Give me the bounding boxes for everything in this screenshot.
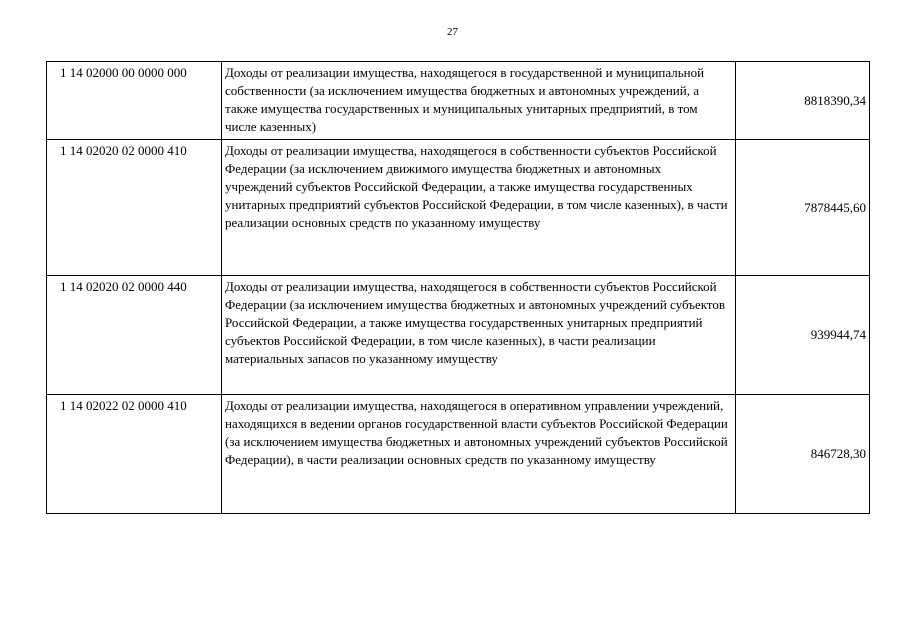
- budget-revenue-table: [46, 61, 870, 514]
- table-row: [47, 62, 870, 140]
- revenue-description-cell: Доходы от реализации имущества, находящегося в оперативном управлении учреждений, находящихся в ведении органов государственной власти субъектов Российской Федерации (за исключением имущества бюджетных и автономных учреждений субъектов Российской Федерации), в части реализации основных средств по указанному имуществу: [222, 395, 736, 514]
- revenue-code-cell: 1 14 02020 02 0000 410: [47, 140, 222, 276]
- revenue-amount-cell: 7878445,60: [736, 140, 870, 276]
- revenue-code-cell: 1 14 02000 00 0000 000: [47, 62, 222, 140]
- revenue-amount-cell: 846728,30: [736, 395, 870, 514]
- revenue-description-cell: Доходы от реализации имущества, находящегося в собственности субъектов Российской Федерации (за исключением имущества бюджетных и автономных учреждений субъектов Российской Федерации, а также имущества государственных унитарных предприятий субъектов Российской Федерации, в том числе казенных), в части реализации материальных запасов по указанному имуществу: [222, 276, 736, 395]
- revenue-code-cell: 1 14 02020 02 0000 440: [47, 276, 222, 395]
- revenue-code-cell: 1 14 02022 02 0000 410: [47, 395, 222, 514]
- revenue-description-cell: Доходы от реализации имущества, находящегося в собственности субъектов Российской Федерации (за исключением движимого имущества бюджетных и автономных учреждений субъектов Российской Федерации, а также имущества государственных унитарных предприятий субъектов Российской Федерации, в том числе казенных), в части реализации основных средств по указанному имуществу: [222, 140, 736, 276]
- table-row: [47, 395, 870, 514]
- page-number: 27: [447, 26, 458, 38]
- revenue-amount-cell: 8818390,34: [736, 62, 870, 140]
- table-row: [47, 276, 870, 395]
- revenue-description-cell: Доходы от реализации имущества, находящегося в государственной и муниципальной собственности (за исключением имущества бюджетных и автономных учреждений, а также имущества государственных и муниципальных унитарных предприятий, в том числе казенных): [222, 62, 736, 140]
- table-row: [47, 140, 870, 276]
- revenue-amount-cell: 939944,74: [736, 276, 870, 395]
